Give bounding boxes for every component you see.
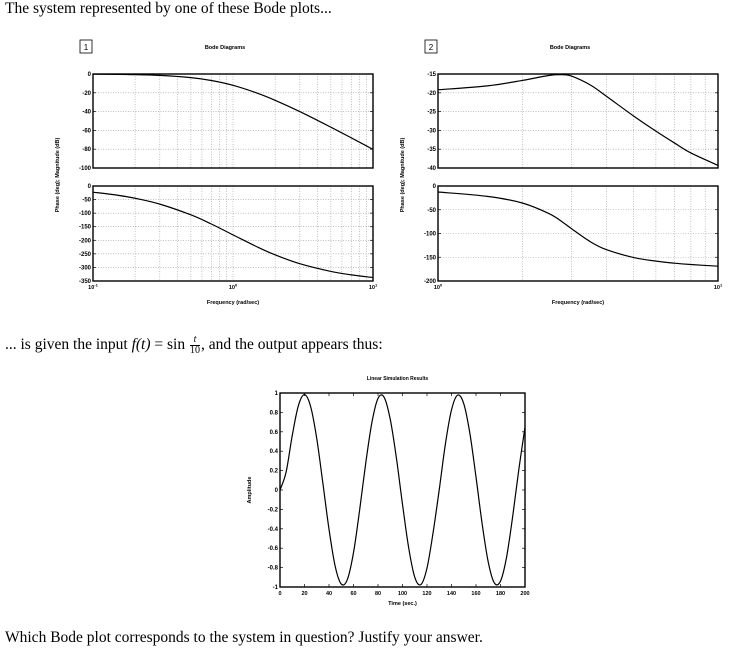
bode2-phase-ytick-label: -100 (423, 231, 436, 238)
sim-ytick-label: 0.6 (269, 429, 278, 436)
sim-ytick-label: -0.4 (267, 526, 278, 533)
sim-ylabel: Amplitude (247, 476, 253, 504)
bode1-phase-ytick-label: -250 (78, 251, 91, 258)
sim-xtick-label: 140 (446, 591, 457, 597)
bode1-magnitude-ytick-label: -80 (82, 147, 91, 154)
bode2-phase-ytick-label: -150 (423, 255, 436, 262)
sim-xtick-label: 60 (350, 591, 357, 597)
sim-xtick-label: 100 (397, 591, 408, 597)
bode1-magnitude-axes (93, 74, 373, 168)
bode1-phase-ytick-label: -100 (78, 211, 91, 218)
sim-title: Linear Simulation Results (366, 376, 429, 382)
bode2-xtick-label: $10^0$ (433, 282, 443, 291)
bode2-ylabel: Phase (deg); Magnitude (dB) (400, 137, 406, 213)
intro-text: The system represented by one of these Bode plots... (5, 0, 332, 17)
bode2-phase-ytick-label: 0 (432, 184, 436, 190)
sim-ytick-label: 0.4 (269, 449, 278, 456)
bode1-phase-ytick-label: -300 (78, 265, 91, 272)
bode2-phase-axes (438, 186, 718, 281)
sim-ytick-label: -1 (272, 585, 278, 591)
bode2-phase-ytick-label: -200 (423, 279, 436, 285)
bode1-magnitude-ytick-label: -40 (82, 109, 91, 116)
bode2-magnitude-ytick-label: -35 (427, 147, 436, 154)
bode1-phase-ytick-label: -200 (78, 238, 91, 245)
sim-xtick-label: 40 (325, 591, 333, 597)
sim-frame (280, 393, 525, 587)
bode1-phase-ytick-label: -150 (78, 224, 91, 231)
input-suffix: , and the output appears thus: (200, 336, 383, 354)
input-function: f(t) (131, 336, 151, 354)
sim-ytick-label: 0.8 (269, 410, 278, 417)
sim-xtick-label: 180 (495, 591, 506, 597)
bode2-number: 2 (428, 43, 434, 52)
sim-ytick-label: -0.2 (267, 507, 278, 514)
sim-xtick-label: 20 (301, 591, 308, 597)
fraction-numerator: t (190, 335, 200, 346)
sim-xtick-label: 120 (422, 591, 432, 597)
sim-ytick-label: 0.2 (269, 468, 278, 475)
question-text: Which Bode plot corresponds to the system in question? Justify your answer. (5, 629, 483, 646)
bode1-phase-series-line (93, 192, 373, 277)
bode1-xtick-label: $10^1$ (368, 282, 378, 291)
bode1-magnitude-ytick-label: -100 (78, 166, 91, 172)
bode2-magnitude-ytick-label: -15 (427, 72, 436, 78)
bode1-ylabel: Phase (deg); Magnitude (dB) (55, 137, 61, 213)
sim-series-line (280, 395, 525, 585)
sim-ytick-label: -0.8 (267, 565, 278, 572)
bode1-xtick-label: $10^{-1}$ (88, 282, 98, 291)
sim-xlabel: Time (sec.) (388, 601, 417, 607)
sim-xtick-label: 0 (278, 591, 282, 597)
bode2-phase-series-line (438, 192, 718, 266)
bode2-phase-ytick-label: -50 (427, 207, 436, 214)
bode1-phase-ytick-label: 0 (87, 184, 91, 190)
sim-axes (280, 393, 525, 587)
bode2-magnitude-ytick-label: -30 (427, 128, 436, 135)
bode1-magnitude-frame (93, 74, 373, 168)
bode2-xtick-label: $10^1$ (713, 282, 723, 291)
bode1-magnitude-ytick-label: -60 (82, 128, 91, 135)
bode1-magnitude-ytick-label: -20 (82, 90, 91, 97)
sim-xtick-label: 160 (471, 591, 481, 597)
sim-xtick-label: 200 (520, 591, 530, 597)
bode1-magnitude-ytick-label: 0 (87, 72, 91, 78)
sim-ytick-label: 0 (274, 488, 278, 494)
fraction-denominator: 10 (189, 345, 200, 356)
bode1-number: 1 (83, 43, 89, 52)
bode1-phase-axes (93, 186, 373, 281)
input-equals: = sin (150, 336, 189, 354)
bode2-xlabel: Frequency (rad/sec) (551, 300, 605, 306)
input-prefix: ... is given the input (5, 336, 132, 354)
bode2-magnitude-axes (438, 74, 718, 168)
sim-ytick-label: -0.6 (267, 546, 278, 553)
bode2-magnitude-series-line (438, 75, 718, 166)
bode1-xtick-label: $10^0$ (228, 282, 238, 291)
bode1-phase-ytick-label: -350 (78, 279, 91, 285)
bode1-xlabel: Frequency (rad/sec) (206, 300, 260, 306)
bode2-magnitude-ytick-label: -25 (427, 109, 436, 116)
sim-ytick-label: 1 (274, 391, 278, 397)
bode2-magnitude-ytick-label: -40 (427, 166, 436, 172)
bode2-magnitude-ytick-label: -20 (427, 90, 436, 97)
sim-xtick-label: 80 (374, 591, 382, 597)
bode1-phase-ytick-label: -50 (82, 197, 91, 204)
bode2-magnitude-frame (438, 74, 718, 168)
bode2-title: Bode Diagrams (549, 45, 591, 51)
bode1-title: Bode Diagrams (204, 45, 246, 51)
